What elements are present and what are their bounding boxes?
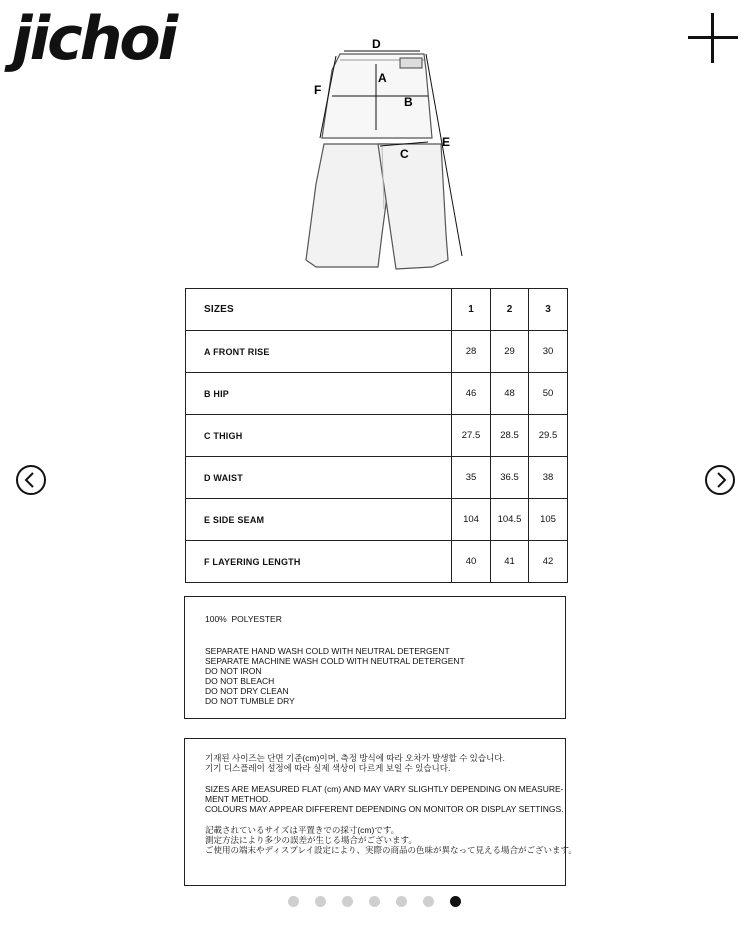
size-table [185,288,568,583]
plus-icon[interactable] [688,13,738,63]
table-header-label: SIZES [186,289,452,331]
note-line-en: MENT METHOD. [205,794,271,804]
brand-logo[interactable]: jichoi [12,4,176,74]
pagination-dot[interactable] [396,896,407,907]
care-instructions-box [184,596,566,719]
note-line-ja: 測定方法により多少の誤差が生じる場合がございます。 [205,835,417,845]
pagination-dot[interactable] [315,896,326,907]
row-label: E SIDE SEAM [186,499,452,541]
table-row [186,415,568,457]
row-label: A FRONT RISE [186,331,452,373]
size-notes-box [184,738,577,886]
table-row [186,373,568,415]
table-cell: 50 [529,373,568,415]
table-header-size: 2 [491,289,529,331]
care-line: SEPARATE HAND WASH COLD WITH NEUTRAL DETERGENT [205,646,450,656]
chevron-right-icon[interactable] [705,465,735,495]
note-line-ja: ご使用の端末やディスプレイ設定により、実際の商品の色味が異なって見える場合がございます。 [205,845,577,855]
chevron-left-icon[interactable] [16,465,46,495]
pagination-dot[interactable] [423,896,434,907]
care-line: DO NOT IRON [205,666,262,676]
table-header-row [186,289,568,331]
table-cell: 27.5 [452,415,491,457]
table-cell: 36.5 [491,457,529,499]
table-cell: 40 [452,541,491,583]
pagination-dot[interactable] [288,896,299,907]
table-cell: 48 [491,373,529,415]
note-line-en: SIZES ARE MEASURED FLAT (cm) AND MAY VARY SLIGHTLY DEPENDING ON MEASURE- [205,784,564,794]
label-e: E [442,135,451,149]
material-text: 100% POLYESTER [205,614,282,624]
row-label: D WAIST [186,457,452,499]
note-line-ko: 기재된 사이즈는 단면 기준(cm)이며, 측정 방식에 따라 오차가 발생할 수 있습니다. [205,753,505,763]
pagination-dot[interactable] [342,896,353,907]
table-cell: 104 [452,499,491,541]
table-row [186,331,568,373]
note-line-ja: 記載されているサイズは平置きでの採寸(cm)です。 [205,825,400,835]
row-label: C THIGH [186,415,452,457]
table-header-size: 1 [452,289,491,331]
table-cell: 29 [491,331,529,373]
garment-diagram [296,34,476,274]
table-cell: 28 [452,331,491,373]
table-header-size: 3 [529,289,568,331]
note-line-en: COLOURS MAY APPEAR DIFFERENT DEPENDING ON MONITOR OR DISPLAY SETTINGS. [205,804,564,814]
table-cell: 105 [529,499,568,541]
table-cell: 46 [452,373,491,415]
table-row [186,499,568,541]
row-label: F LAYERING LENGTH [186,541,452,583]
table-cell: 104.5 [491,499,529,541]
care-line: DO NOT DRY CLEAN [205,686,289,696]
table-row [186,541,568,583]
pagination-dot[interactable] [369,896,380,907]
care-line: DO NOT TUMBLE DRY [205,696,295,706]
label-f: F [314,83,322,97]
table-cell: 30 [529,331,568,373]
label-a: A [378,71,387,85]
table-cell: 38 [529,457,568,499]
table-cell: 42 [529,541,568,583]
table-cell: 29.5 [529,415,568,457]
pagination-dot[interactable] [450,896,461,907]
row-label: B HIP [186,373,452,415]
care-line: SEPARATE MACHINE WASH COLD WITH NEUTRAL DETERGENT [205,656,465,666]
label-d: D [372,37,381,51]
table-cell: 41 [491,541,529,583]
label-c: C [400,147,409,161]
label-b: B [404,95,413,109]
care-line: DO NOT BLEACH [205,676,275,686]
table-row [186,457,568,499]
table-cell: 28.5 [491,415,529,457]
table-cell: 35 [452,457,491,499]
note-line-ko: 기기 디스플레이 설정에 따라 실제 색상이 다르게 보일 수 있습니다. [205,763,451,773]
